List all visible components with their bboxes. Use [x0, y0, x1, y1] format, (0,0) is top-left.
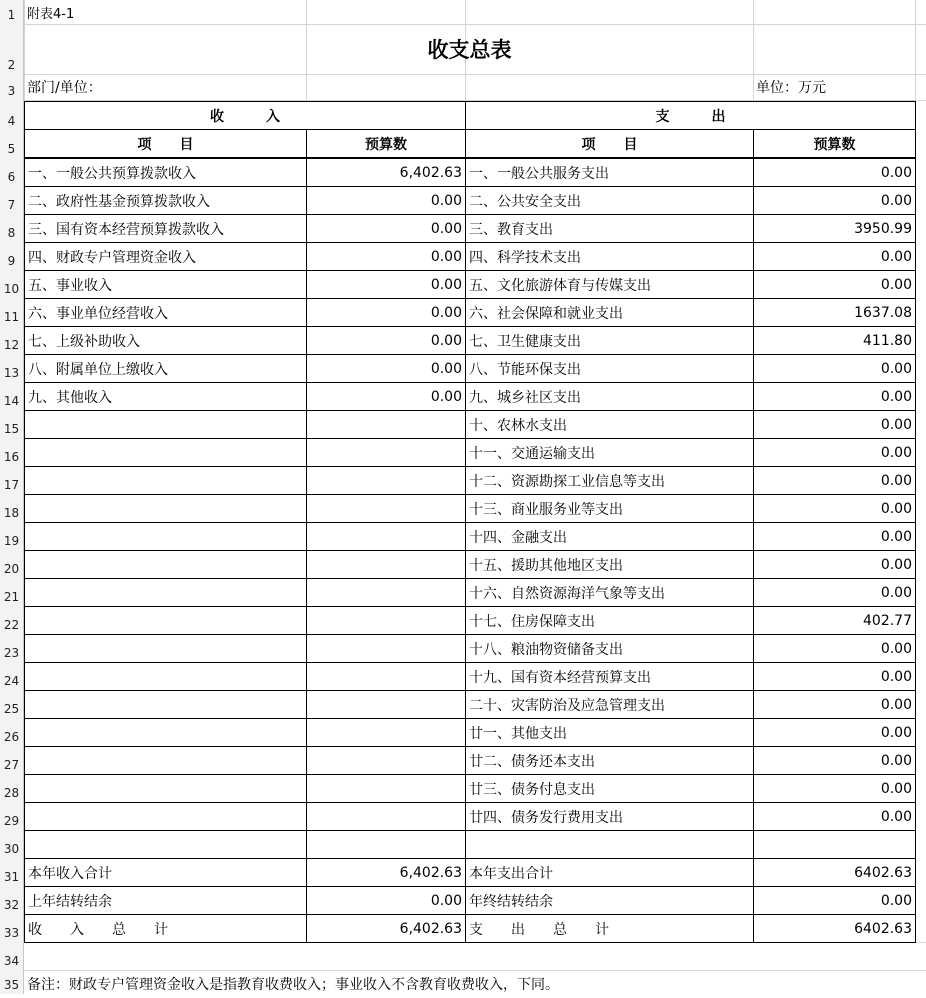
income-item-cell[interactable] — [24, 662, 307, 691]
expense-item-cell[interactable]: 十四、金融支出 — [465, 522, 754, 551]
row-number[interactable]: 21 — [0, 578, 24, 606]
income-item-cell[interactable] — [24, 578, 307, 607]
income-value-cell[interactable]: 0.00 — [306, 270, 466, 299]
income-item-cell[interactable] — [24, 718, 307, 747]
expense-value-cell[interactable]: 3950.99 — [753, 214, 916, 243]
income-value-cell[interactable] — [306, 550, 466, 579]
row-number[interactable]: 34 — [0, 942, 24, 970]
income-value-cell[interactable] — [306, 494, 466, 523]
row-number[interactable]: 19 — [0, 522, 24, 550]
income-value-cell[interactable] — [306, 578, 466, 607]
row-number[interactable]: 13 — [0, 354, 24, 382]
row-number[interactable]: 14 — [0, 382, 24, 410]
income-value-cell[interactable] — [306, 802, 466, 831]
expense-value-cell[interactable]: 0.00 — [753, 578, 916, 607]
row-number[interactable]: 28 — [0, 774, 24, 802]
income-item-cell[interactable] — [24, 746, 307, 775]
income-item-cell[interactable]: 二、政府性基金预算拨款收入 — [24, 186, 307, 215]
expense-header[interactable]: 支 出 — [465, 101, 916, 130]
gridline — [915, 0, 916, 100]
total-income-value[interactable]: 6,402.63 — [306, 914, 466, 943]
total-expense-label[interactable]: 支 出 总 计 — [465, 914, 754, 943]
row-number[interactable]: 33 — [0, 914, 24, 942]
row-number[interactable]: 9 — [0, 242, 24, 270]
expense-item-cell[interactable]: 九、城乡社区支出 — [465, 382, 754, 411]
total-expense-value[interactable]: 6402.63 — [753, 858, 916, 887]
sheet-title[interactable]: 收支总表 — [427, 37, 512, 62]
row-number[interactable]: 18 — [0, 494, 24, 522]
expense-item-cell[interactable]: 十、农林水支出 — [465, 410, 754, 439]
expense-value-cell[interactable]: 0.00 — [753, 494, 916, 523]
income-value-cell[interactable]: 0.00 — [306, 354, 466, 383]
expense-item-cell[interactable]: 廿一、其他支出 — [465, 718, 754, 747]
income-item-cell[interactable] — [24, 522, 307, 551]
expense-item-cell[interactable]: 十八、粮油物资储备支出 — [465, 634, 754, 663]
income-value-cell[interactable] — [306, 466, 466, 495]
income-value-cell[interactable] — [306, 634, 466, 663]
income-item-cell[interactable]: 三、国有资本经营预算拨款收入 — [24, 214, 307, 243]
expense-value-cell[interactable]: 0.00 — [753, 354, 916, 383]
expense-value-cell[interactable]: 0.00 — [753, 690, 916, 719]
income-item-cell[interactable] — [24, 830, 307, 859]
income-item-cell[interactable] — [24, 438, 307, 467]
expense-item-cell[interactable]: 十五、援助其他地区支出 — [465, 550, 754, 579]
income-item-cell[interactable]: 五、事业收入 — [24, 270, 307, 299]
expense-item-cell[interactable]: 廿二、债务还本支出 — [465, 746, 754, 775]
income-value-cell[interactable]: 0.00 — [306, 214, 466, 243]
income-value-cell[interactable] — [306, 410, 466, 439]
income-value-cell[interactable] — [306, 718, 466, 747]
expense-item-cell[interactable]: 五、文化旅游体育与传媒支出 — [465, 270, 754, 299]
income-item-cell[interactable] — [24, 550, 307, 579]
row-number[interactable]: 3 — [0, 74, 24, 100]
income-item-cell[interactable]: 七、上级补助收入 — [24, 326, 307, 355]
expense-item-cell[interactable]: 十一、交通运输支出 — [465, 438, 754, 467]
row-number[interactable]: 11 — [0, 298, 24, 326]
expense-value-cell[interactable]: 0.00 — [753, 242, 916, 271]
income-header[interactable]: 收 入 — [24, 101, 466, 130]
expense-item-cell[interactable]: 六、社会保障和就业支出 — [465, 298, 754, 327]
expense-item-cell[interactable]: 十九、国有资本经营预算支出 — [465, 662, 754, 691]
income-value-cell[interactable] — [306, 522, 466, 551]
unit-label[interactable]: 单位：万元 — [756, 80, 826, 96]
income-item-cell[interactable]: 六、事业单位经营收入 — [24, 298, 307, 327]
income-item-cell[interactable] — [24, 634, 307, 663]
expense-value-cell[interactable]: 0.00 — [753, 662, 916, 691]
income-value-cell[interactable] — [306, 746, 466, 775]
total-income-label[interactable]: 本年收入合计 — [24, 858, 307, 887]
expense-item-cell[interactable]: 七、卫生健康支出 — [465, 326, 754, 355]
expense-value-cell[interactable]: 0.00 — [753, 410, 916, 439]
income-item-cell[interactable] — [24, 606, 307, 635]
income-item-cell[interactable]: 八、附属单位上缴收入 — [24, 354, 307, 383]
expense-item-cell[interactable]: 八、节能环保支出 — [465, 354, 754, 383]
expense-value-cell[interactable]: 0.00 — [753, 382, 916, 411]
income-value-cell[interactable]: 0.00 — [306, 382, 466, 411]
income-item-cell[interactable]: 一、一般公共预算拨款收入 — [24, 158, 307, 187]
expense-item-cell[interactable]: 十二、资源勘探工业信息等支出 — [465, 466, 754, 495]
income-item-cell[interactable] — [24, 774, 307, 803]
row-number[interactable]: 7 — [0, 186, 24, 214]
footnote[interactable]: 备注：财政专户管理资金收入是指教育收费收入；事业收入不含教育收费收入，下同。 — [27, 977, 559, 993]
expense-value-cell[interactable]: 0.00 — [753, 746, 916, 775]
expense-item-cell[interactable]: 三、教育支出 — [465, 214, 754, 243]
expense-value-cell[interactable]: 0.00 — [753, 158, 916, 187]
income-item-cell[interactable] — [24, 690, 307, 719]
row-number[interactable]: 35 — [0, 970, 24, 994]
expense-item-cell[interactable]: 四、科学技术支出 — [465, 242, 754, 271]
expense-item-cell[interactable]: 一、一般公共服务支出 — [465, 158, 754, 187]
row-number[interactable]: 23 — [0, 634, 24, 662]
total-expense-label[interactable]: 本年支出合计 — [465, 858, 754, 887]
income-item-cell[interactable]: 九、其他收入 — [24, 382, 307, 411]
income-budget-header[interactable]: 预算数 — [306, 129, 466, 158]
row-number[interactable]: 24 — [0, 662, 24, 690]
row-number[interactable]: 10 — [0, 270, 24, 298]
income-value-cell[interactable]: 0.00 — [306, 242, 466, 271]
expense-value-cell[interactable]: 0.00 — [753, 774, 916, 803]
expense-item-cell[interactable]: 二、公共安全支出 — [465, 186, 754, 215]
total-income-value[interactable]: 0.00 — [306, 886, 466, 915]
income-item-header[interactable]: 项 目 — [24, 129, 307, 158]
expense-value-cell[interactable]: 0.00 — [753, 186, 916, 215]
total-expense-value[interactable]: 0.00 — [753, 886, 916, 915]
income-item-cell[interactable] — [24, 494, 307, 523]
dept-label[interactable]: 部门/单位： — [27, 80, 102, 96]
income-value-cell[interactable] — [306, 438, 466, 467]
row-number[interactable]: 32 — [0, 886, 24, 914]
expense-value-cell[interactable]: 0.00 — [753, 550, 916, 579]
row-number[interactable]: 2 — [0, 24, 24, 74]
row-number[interactable]: 15 — [0, 410, 24, 438]
row-number[interactable]: 22 — [0, 606, 24, 634]
row-number[interactable]: 4 — [0, 100, 24, 130]
expense-value-cell[interactable]: 0.00 — [753, 718, 916, 747]
row-number[interactable]: 17 — [0, 466, 24, 494]
income-value-cell[interactable] — [306, 830, 466, 859]
total-income-label[interactable]: 上年结转结余 — [24, 886, 307, 915]
expense-value-cell[interactable]: 0.00 — [753, 522, 916, 551]
income-item-cell[interactable] — [24, 410, 307, 439]
expense-value-cell[interactable]: 0.00 — [753, 438, 916, 467]
expense-item-cell[interactable] — [465, 830, 754, 859]
income-value-cell[interactable] — [306, 690, 466, 719]
expense-value-cell[interactable]: 411.80 — [753, 326, 916, 355]
expense-item-cell[interactable]: 二十、灾害防治及应急管理支出 — [465, 690, 754, 719]
expense-value-cell[interactable]: 1637.08 — [753, 298, 916, 327]
row-number[interactable]: 1 — [0, 0, 24, 24]
total-income-label[interactable]: 收 入 总 计 — [24, 914, 307, 943]
expense-value-cell[interactable]: 0.00 — [753, 802, 916, 831]
expense-item-cell[interactable]: 十三、商业服务业等支出 — [465, 494, 754, 523]
row-number[interactable]: 29 — [0, 802, 24, 830]
row-number[interactable]: 12 — [0, 326, 24, 354]
income-value-cell[interactable]: 0.00 — [306, 326, 466, 355]
expense-item-cell[interactable]: 廿四、债务发行费用支出 — [465, 802, 754, 831]
appendix-label[interactable]: 附表4-1 — [27, 6, 75, 22]
total-expense-value[interactable]: 6402.63 — [753, 914, 916, 943]
income-item-cell[interactable] — [24, 802, 307, 831]
income-item-cell[interactable]: 四、财政专户管理资金收入 — [24, 242, 307, 271]
row-number[interactable]: 16 — [0, 438, 24, 466]
income-value-cell[interactable] — [306, 662, 466, 691]
expense-item-header[interactable]: 项 目 — [465, 129, 754, 158]
row-number[interactable]: 25 — [0, 690, 24, 718]
total-income-value[interactable]: 6,402.63 — [306, 858, 466, 887]
expense-value-cell[interactable]: 402.77 — [753, 606, 916, 635]
row-number[interactable]: 26 — [0, 718, 24, 746]
income-value-cell[interactable]: 0.00 — [306, 298, 466, 327]
income-value-cell[interactable]: 0.00 — [306, 186, 466, 215]
expense-item-cell[interactable]: 十七、住房保障支出 — [465, 606, 754, 635]
row-number[interactable]: 5 — [0, 130, 24, 158]
row-number[interactable]: 6 — [0, 158, 24, 186]
expense-value-cell[interactable]: 0.00 — [753, 634, 916, 663]
income-value-cell[interactable]: 6,402.63 — [306, 158, 466, 187]
row-number[interactable]: 31 — [0, 858, 24, 886]
expense-item-cell[interactable]: 廿三、债务付息支出 — [465, 774, 754, 803]
row-number[interactable]: 8 — [0, 214, 24, 242]
expense-budget-header[interactable]: 预算数 — [753, 129, 916, 158]
row-number[interactable]: 30 — [0, 830, 24, 858]
income-value-cell[interactable] — [306, 606, 466, 635]
row-number[interactable]: 27 — [0, 746, 24, 774]
expense-item-cell[interactable]: 十六、自然资源海洋气象等支出 — [465, 578, 754, 607]
income-item-cell[interactable] — [24, 466, 307, 495]
expense-value-cell[interactable] — [753, 830, 916, 859]
income-value-cell[interactable] — [306, 774, 466, 803]
row-number[interactable]: 20 — [0, 550, 24, 578]
expense-value-cell[interactable]: 0.00 — [753, 466, 916, 495]
total-expense-label[interactable]: 年终结转结余 — [465, 886, 754, 915]
expense-value-cell[interactable]: 0.00 — [753, 270, 916, 299]
